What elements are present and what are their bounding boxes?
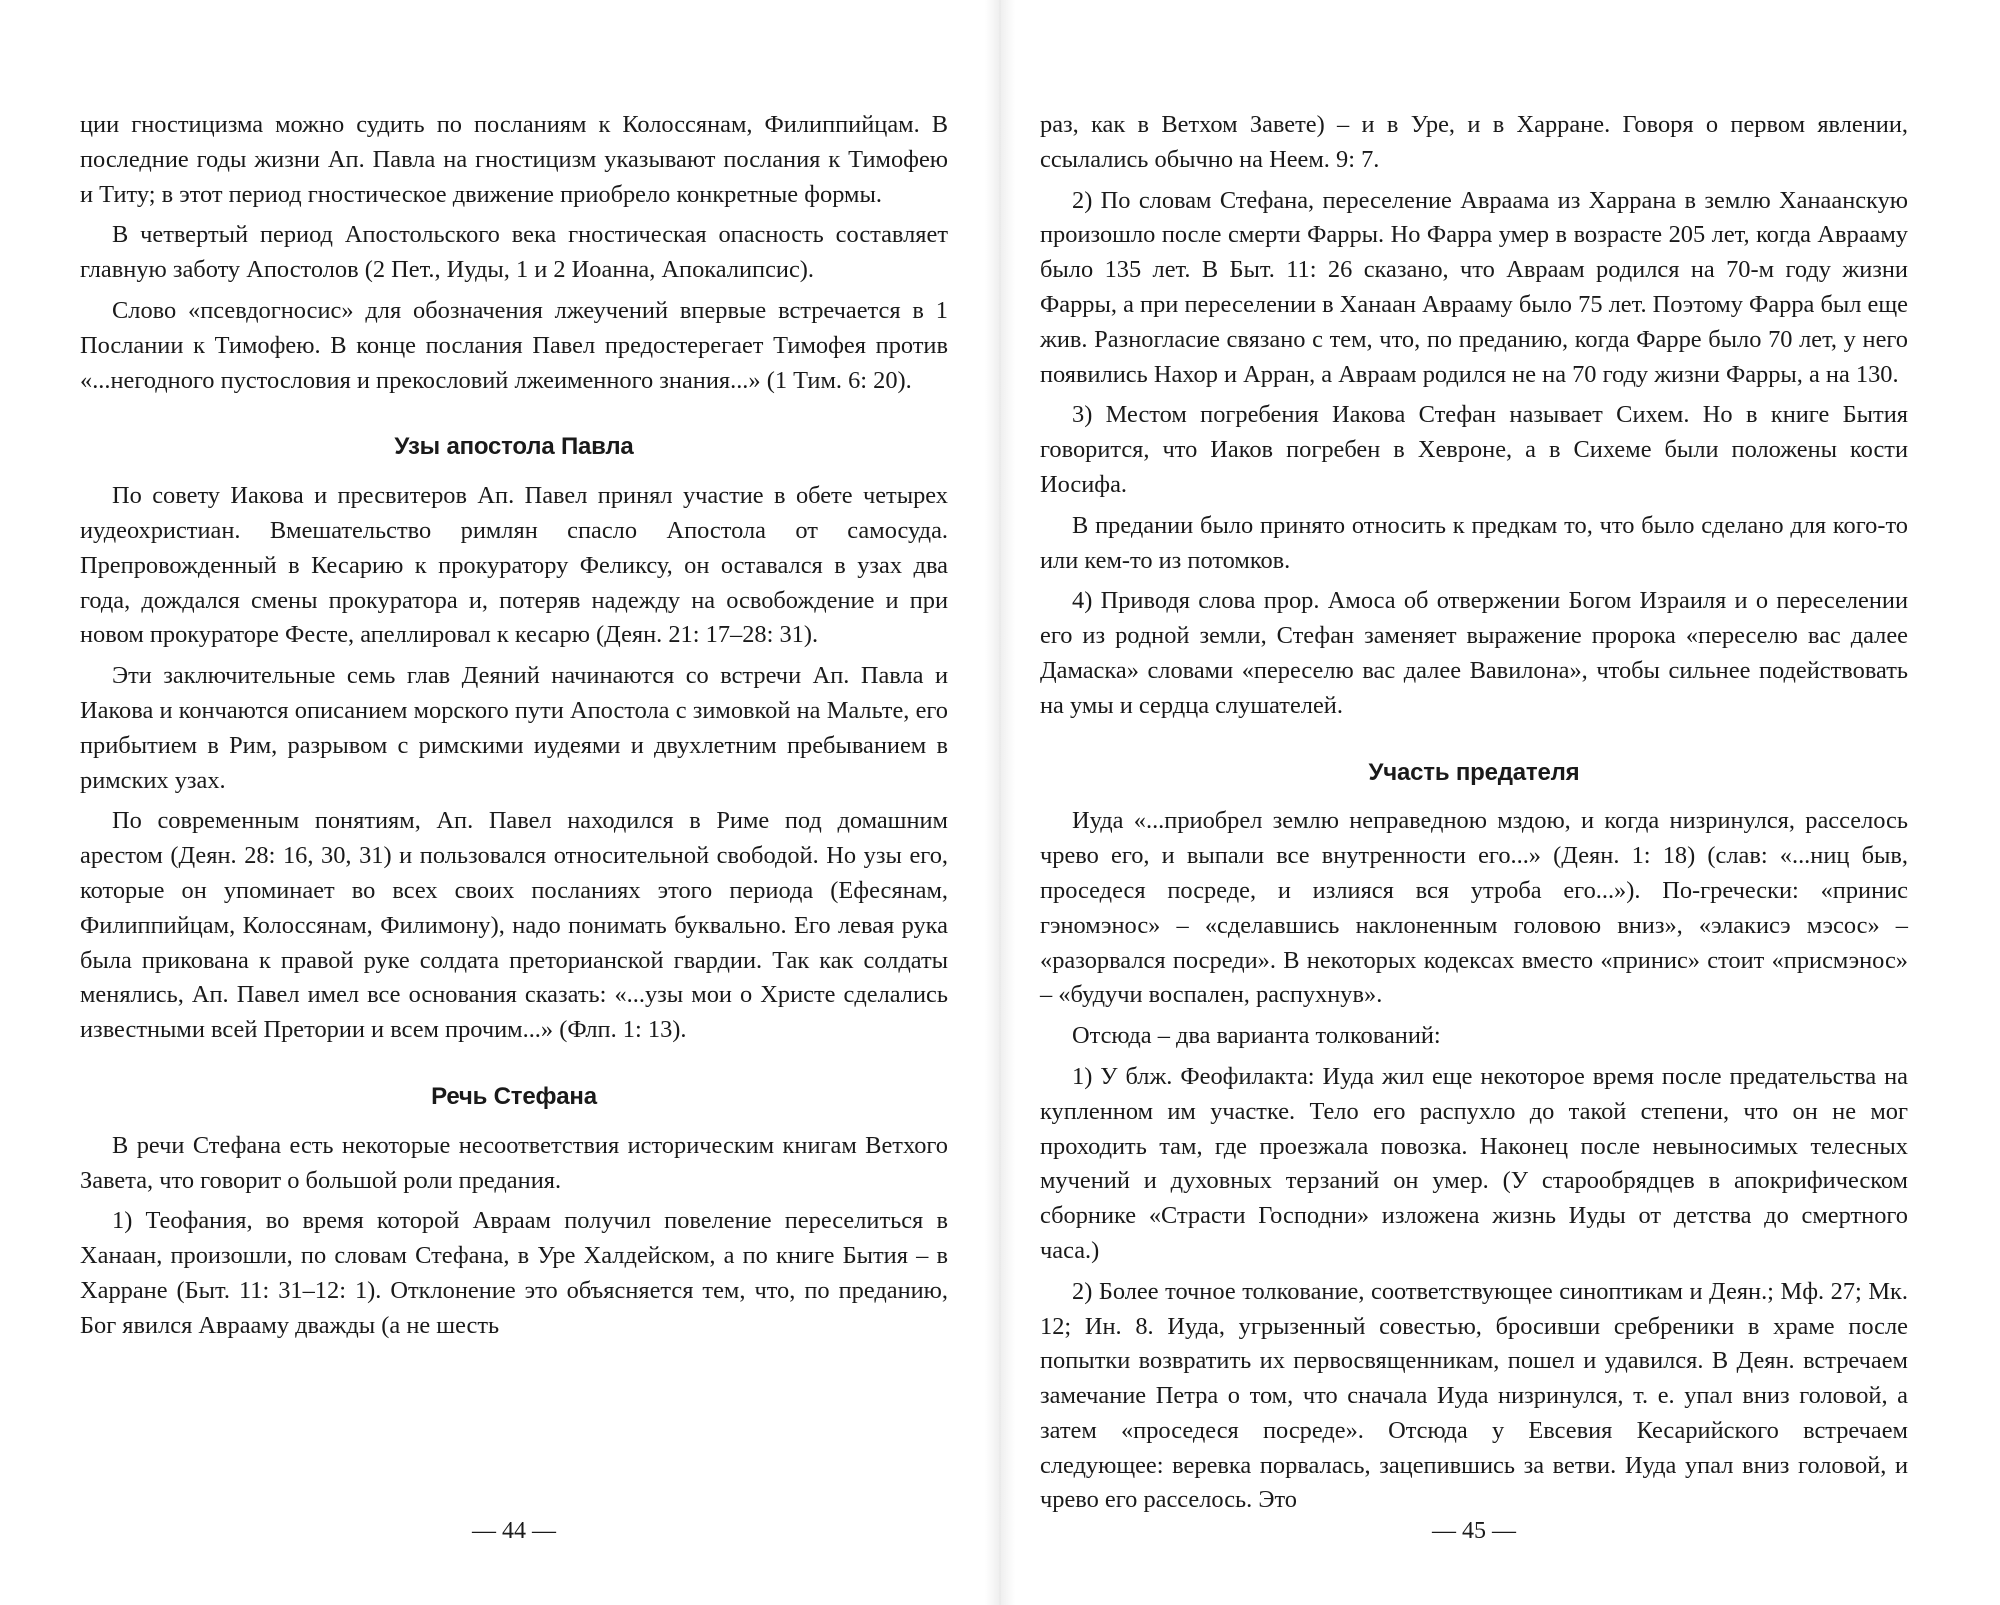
paragraph: ции гностицизма можно судить по посланиям к Колоссянам, Филиппийцам. В последние годы жизни Ап. Павла на гностицизм указывают послания к Тимофею и Титу; в этот период гностическое движение приобрело конкретные формы.	[80, 111, 948, 208]
paragraph: В речи Стефана есть некоторые несоответствия историческим книгам Ветхого Завета, что говорит о большой роли предания.	[80, 1131, 948, 1194]
page-number-right: — 45 —	[1432, 1518, 1516, 1544]
paragraph: 3) Местом погребения Иакова Стефан называет Сихем. Но в книге Бытия говорится, что Иаков погребен в Хевроне, а в Сихеме были положены кости Иосифа.	[1040, 401, 1908, 498]
page-number-left: — 44 —	[472, 1518, 556, 1544]
section-heading: Участь предателя	[1368, 758, 1580, 786]
paragraph: 1) Теофания, во время которой Авраам получил повеление переселиться в Ханаан, произошли, по словам Стефана, в Уре Халдейском, а по книге Бытия – в Харране (Быт. 11: 31–12: 1). Отклонение это объясняется тем, что, по преданию, Бог явился Аврааму дважды (а не шесть	[80, 1207, 948, 1339]
book-gutter	[985, 0, 1015, 1605]
right-page	[1040, 108, 1908, 1558]
section-heading: Узы апостола Павла	[394, 433, 634, 461]
section-heading: Речь Стефана	[431, 1082, 597, 1110]
paragraph: раз, как в Ветхом Завете) – и в Уре, и в Харране. Говоря о первом явлении, ссылались обычно на Неем. 9: 7.	[1040, 111, 1908, 173]
paragraph: По современным понятиям, Ап. Павел находился в Риме под домашним арестом (Деян. 28: 16, 30, 31) и пользовался относительной свободой. Но узы его, которые он упоминает во всех своих посланиях этого периода (Ефесянам, Филиппийцам, Колоссянам, Филимону), надо понимать буквально. Его левая рука была прикована к правой руке солдата преторианской гвардии. Так как солдаты менялись, Ап. Павел имел все основания сказать: «...узы мои о Христе сделались известными всей Претории и всем прочим...» (Флп. 1: 13).	[80, 807, 948, 1044]
paragraph: В предании было принято относить к предкам то, что было сделано для кого-то или кем-то из потомков.	[1040, 511, 1908, 574]
paragraph: По совету Иакова и пресвитеров Ап. Павел принял участие в обете четырех иудеохристиан. Вмешательство римлян спасло Апостола от самосуда. Препровожденный в Кесарию к прокуратору Феликсу, он оставался в узах два года, дождался смены прокуратора и, потеряв надежду на освобождение и при новом прокураторе Фесте, апеллировал к кесарю (Деян. 21: 17–28: 31).	[80, 482, 948, 649]
paragraph: Эти заключительные семь глав Деяний начинаются со встречи Ап. Павла и Иакова и кончаются описанием морского пути Апостола с зимовкой на Мальте, его прибытием в Рим, разрывом с римскими иудеями и двухлетним пребыванием в римских узах.	[80, 662, 948, 794]
paragraph: Отсюда – два варианта толкований:	[1072, 1022, 1441, 1050]
paragraph: 1) У блж. Феофилакта: Иуда жил еще некоторое время после предательства на купленном им участке. Тело его распухло до такой степени, что он не мог проходить там, где проезжала повозка. Наконец после невыносимых телесных мучений и духовных терзаний он умер. (У старообрядцев в апокрифическом сборнике «Страсти Господни» изложена жизнь Иуды от детства до смертного часа.)	[1040, 1062, 1908, 1264]
paragraph: Слово «псевдогносис» для обозначения лжеучений впервые встречается в 1 Послании к Тимофею. В конце послания Павел предостерегает Тимофея против «...негодного пустословия и прекословий лжеименного знания...» (1 Тим. 6: 20).	[80, 296, 948, 394]
paragraph: Иуда «...приобрел землю неправедною мздою, и когда низринулся, расселось чрево его, и выпали все внутренности его...» (Деян. 1: 18) (слав: «...ниц быв, проседеся посреде, и излияся вся утроба его...»). По-гречески: «принис гэномэнос» – «сделавшись наклоненным головою вниз», «элакисэ мэсос» – «разорвался посреди». В некоторых кодексах вместо «принис» стоит «присмэнос» – «будучи воспален, распухнув».	[1040, 807, 1908, 1009]
paragraph: 2) По словам Стефана, переселение Авраама из Харрана в землю Ханаанскую произошло после смерти Фарры. Но Фарра умер в возрасте 205 лет, когда Аврааму было 135 лет. В Быт. 11: 26 сказано, что Авраам родился на 70-м году жизни Фарры, а при переселении в Ханаан Аврааму было 75 лет. Поэтому Фарра был еще жив. Разногласие связано с тем, что, по преданию, когда Фарре было 70 лет, у него появились Нахор и Арран, а Авраам родился не на 70 году жизни Фарры, а на 130.	[1040, 186, 1908, 388]
left-page	[80, 108, 948, 1558]
paragraph: В четвертый период Апостольского века гностическая опасность составляет главную заботу Апостолов (2 Пет., Иуды, 1 и 2 Иоанна, Апокалипсис).	[80, 221, 948, 284]
paragraph: 4) Приводя слова прор. Амоса об отвержении Богом Израиля и о переселении его из родной земли, Стефан заменяет выражение пророка «переселю вас далее Дамаска» словами «переселю вас далее Вавилона», чтобы сильнее подействовать на умы и сердца слушателей.	[1040, 587, 1908, 719]
paragraph: 2) Более точное толкование, соответствующее синоптикам и Деян.; Мф. 27; Мк. 12; Ин. 8. Иуда, угрызенный совестью, бросивши сребреники в храме после попытки возвратить их первосвященникам, пошел и удавился. В Деян. встречаем замечание Петра о том, что сначала Иуда низринулся, т. е. упал вниз головой, а затем «проседеся посреде». Отсюда у Евсевия Кесарийского встречаем следующее: веревка порвалась, зацепившись за ветви. Иуда упал вниз головой, и чрево его расселось. Это	[1040, 1277, 1908, 1514]
